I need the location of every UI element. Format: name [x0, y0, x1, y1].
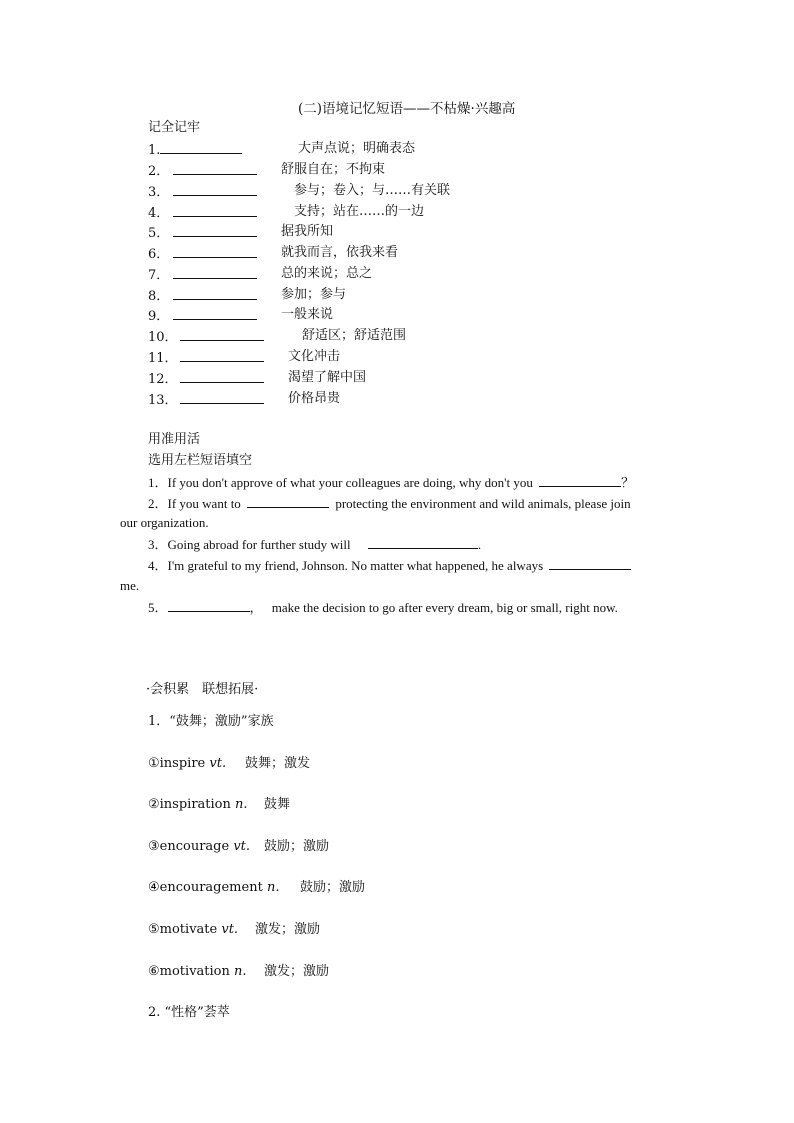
list-item [148, 287, 257, 305]
list-item [148, 183, 257, 201]
list-item [148, 162, 257, 180]
sentence-text-cont: protecting the environment and wild animals, please join [335, 496, 631, 511]
answer-blank[interactable] [173, 224, 257, 237]
vocab-word: ②inspiration [148, 797, 231, 812]
vocab-pos: n. [266, 880, 280, 895]
section-heading-accumulate: ·会积累 联想拓展· [146, 682, 259, 697]
answer-blank[interactable] [173, 162, 257, 175]
sentence-1 [148, 474, 634, 491]
item-number: 11． [148, 351, 178, 366]
vocab-meaning: 鼓舞；激发 [245, 756, 311, 771]
vocab-word: ①inspire [148, 756, 206, 771]
sentence-4-wrap: me. [120, 578, 140, 593]
section-heading-memorize: 记全记牢 [148, 120, 201, 135]
vocab-meaning: 激发；激励 [255, 922, 321, 937]
sentence-3 [148, 536, 481, 553]
vocab-entry [148, 922, 238, 938]
answer-blank[interactable] [180, 391, 264, 404]
item-number: 13． [148, 393, 178, 408]
item-meaning: 渴望了解中国 [288, 370, 367, 385]
answer-blank[interactable] [168, 599, 250, 612]
item-number: 5． [148, 226, 170, 241]
list-item [148, 307, 257, 325]
sentence-4 [148, 557, 631, 574]
answer-blank[interactable] [173, 245, 257, 258]
sentence-5 [148, 599, 618, 616]
sentence-number: 1． [148, 475, 168, 490]
answer-blank[interactable] [160, 141, 242, 154]
sentence-text: I'm grateful to my friend, Johnson. No matter what happened, he always [167, 558, 544, 573]
item-number: 3． [148, 185, 170, 200]
section-heading-apply: 用准用活 [148, 432, 201, 447]
item-meaning: 文化冲击 [288, 349, 341, 364]
page-title: (二)语境记忆短语——不枯燥·兴趣高 [298, 101, 516, 117]
item-meaning: 据我所知 [281, 224, 334, 239]
answer-blank[interactable] [173, 287, 257, 300]
item-meaning: 总的来说；总之 [281, 266, 373, 281]
sentence-2 [148, 495, 631, 512]
list-item [148, 349, 264, 367]
sentence-text: If you don't approve of what your colleagues are doing, why don't you [167, 475, 533, 490]
list-item [148, 370, 264, 388]
vocab-pos: vt. [233, 839, 251, 854]
list-item [148, 328, 264, 346]
answer-blank[interactable] [173, 183, 257, 196]
sentence-number: 3． [148, 537, 168, 552]
vocab-pos: vt. [209, 756, 227, 771]
answer-blank[interactable] [180, 370, 264, 383]
list-item [148, 204, 257, 222]
item-meaning: 大声点说；明确表态 [298, 141, 416, 156]
vocab-word: ④encouragement [148, 880, 263, 895]
vocab-pos: n. [235, 797, 248, 812]
vocab-word: ⑤motivate [148, 922, 218, 937]
item-number: 2． [148, 164, 170, 179]
item-number: 10． [148, 330, 178, 345]
sentence-end: . [477, 537, 482, 552]
list-item [148, 245, 257, 263]
list-item [148, 224, 257, 242]
answer-blank[interactable] [173, 307, 257, 320]
vocab-entry [148, 797, 248, 813]
vocab-meaning: 鼓舞 [264, 797, 291, 812]
item-number: 6． [148, 247, 170, 262]
vocab-entry [148, 880, 279, 896]
item-number: 1. [148, 143, 161, 158]
vocab-word: ⑥motivation [148, 964, 230, 979]
item-number: 7． [148, 268, 170, 283]
item-meaning: 舒适区；舒适范围 [302, 328, 407, 343]
sentence-number: 4． [148, 558, 168, 573]
sentence-text: make the decision to go after every dream, big or small, right now. [271, 600, 618, 615]
answer-blank[interactable] [368, 536, 478, 549]
vocab-meaning: 鼓励；激励 [300, 880, 366, 895]
sentence-number: 5． [148, 600, 168, 615]
sentence-number: 2． [148, 496, 168, 511]
item-meaning: 价格昂贵 [288, 391, 341, 406]
family-title-character: 2. “性格”荟萃 [148, 1005, 230, 1020]
vocab-meaning: 激发；激励 [264, 964, 330, 979]
answer-blank[interactable] [180, 328, 264, 341]
vocab-entry [148, 964, 247, 980]
item-number: 12． [148, 372, 178, 387]
answer-blank[interactable] [173, 204, 257, 217]
item-number: 4． [148, 206, 170, 221]
item-meaning: 支持；站在……的一边 [294, 204, 425, 219]
sentence-text: If you want to [167, 496, 241, 511]
item-number: 9． [148, 309, 170, 324]
sentence-text: Going abroad for further study will [167, 537, 351, 552]
vocab-pos: n. [234, 964, 247, 979]
sentence-end: ？ [621, 475, 635, 490]
vocab-entry [148, 839, 250, 855]
item-meaning: 就我而言，依我来看 [281, 245, 399, 260]
answer-blank[interactable] [173, 266, 257, 279]
list-item [148, 391, 264, 409]
answer-blank[interactable] [180, 349, 264, 362]
sentence-comma: ， [249, 600, 263, 615]
family-title-inspire: 1．“鼓舞；激励”家族 [148, 714, 274, 729]
answer-blank[interactable] [247, 495, 329, 508]
answer-blank[interactable] [539, 474, 621, 487]
item-meaning: 参加；参与 [281, 287, 347, 302]
item-meaning: 一般来说 [281, 307, 334, 322]
vocab-meaning: 鼓励；激励 [264, 839, 330, 854]
vocab-pos: vt. [221, 922, 239, 937]
instruction: 选用左栏短语填空 [148, 453, 253, 468]
vocab-entry [148, 756, 226, 772]
list-item [148, 141, 242, 159]
item-meaning: 舒服自在；不拘束 [281, 162, 386, 177]
item-number: 8． [148, 289, 170, 304]
list-item [148, 266, 257, 284]
sentence-2-wrap: our organization. [120, 515, 209, 530]
vocab-word: ③encourage [148, 839, 230, 854]
item-meaning: 参与；卷入；与……有关联 [294, 183, 451, 198]
answer-blank[interactable] [549, 557, 631, 570]
